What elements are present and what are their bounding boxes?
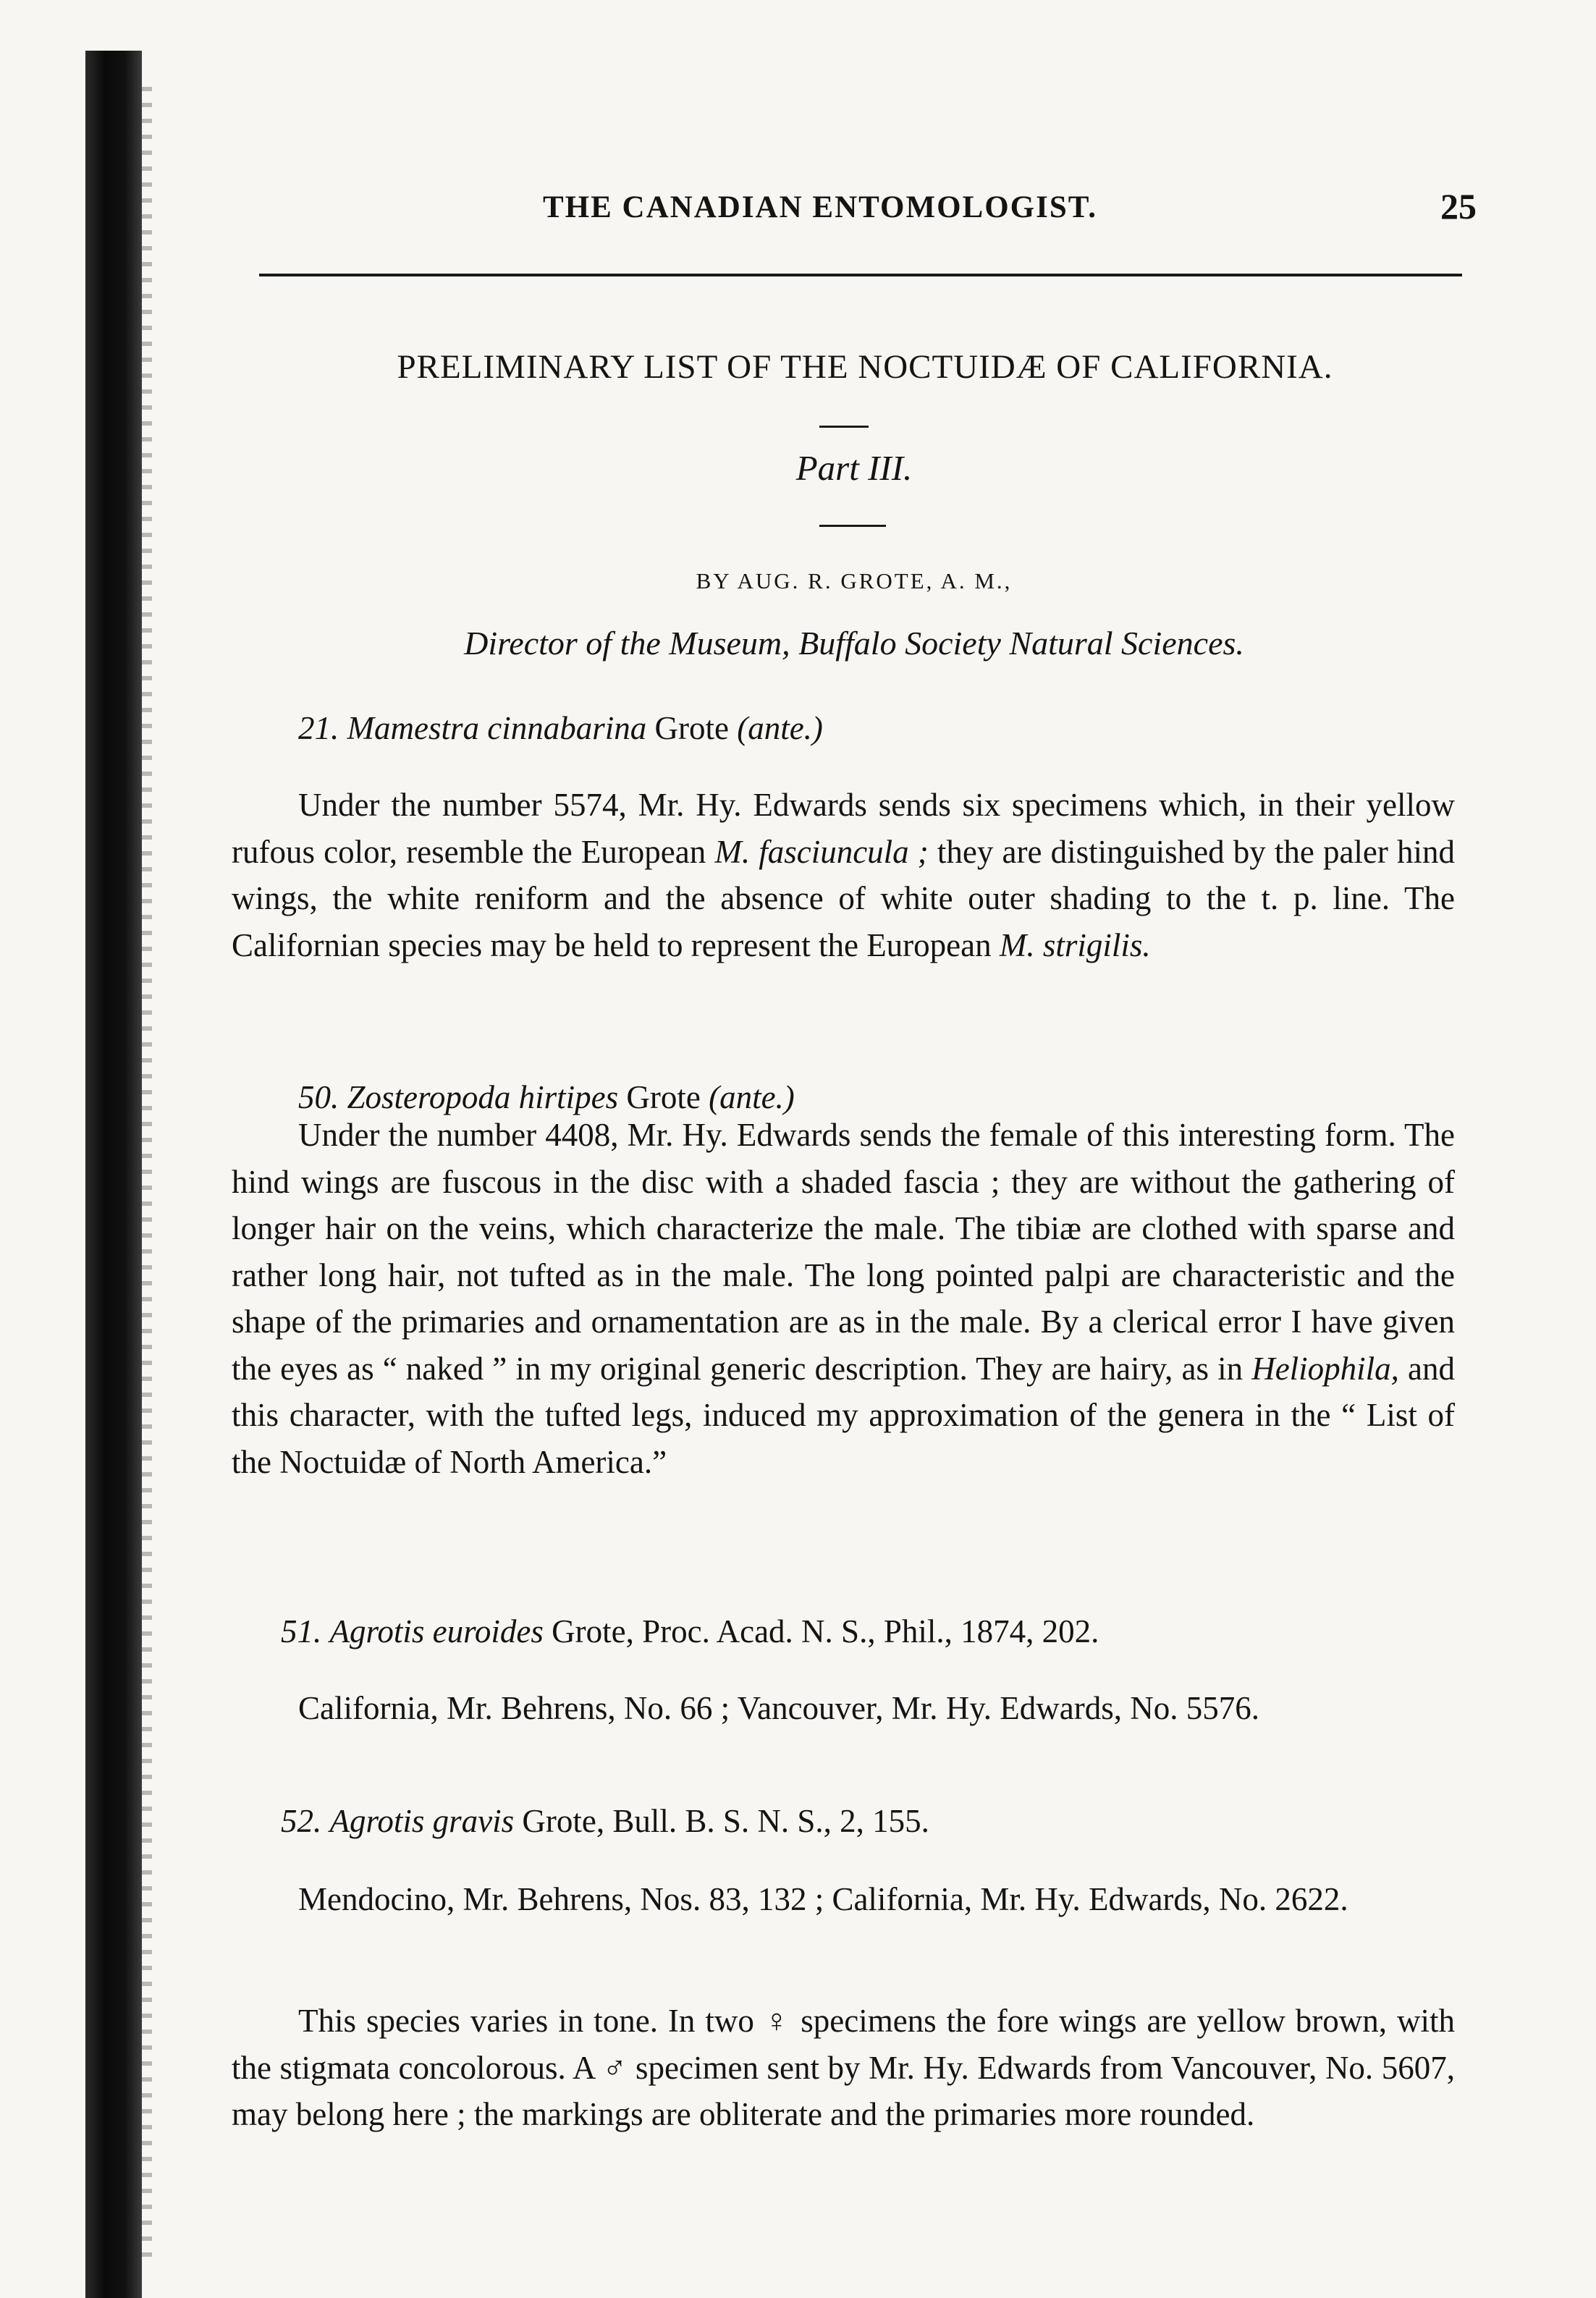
species-heading bbox=[298, 1078, 795, 1116]
italic-run: Heliophila, bbox=[1251, 1350, 1399, 1387]
species-citation: (ante.) bbox=[737, 710, 823, 746]
species-number: 21. bbox=[298, 710, 339, 746]
running-head bbox=[232, 186, 1477, 240]
affiliation: Director of the Museum, Buffalo Society Natural Sciences. bbox=[464, 625, 1244, 662]
species-paragraph: Under the number 5574, Mr. Hy. Edwards sends six specimens which, in their yellow rufous color, resemble the European M. fasciuncula ; they are distinguished by the paler hind wings, the white reniform and the absence of white outer shading to the t. p. line. The Californian species may be held to represent the European M. strigilis. bbox=[232, 787, 1456, 963]
species-author: Grote, Proc. Acad. N. S., Phil., 1874, 202. bbox=[552, 1613, 1099, 1649]
species-author: Grote bbox=[654, 710, 729, 746]
species-heading bbox=[281, 1613, 1099, 1650]
species-paragraph: California, Mr. Behrens, No. 66 ; Vancouver, Mr. Hy. Edwards, No. 5576. bbox=[298, 1690, 1260, 1726]
header-rule bbox=[259, 274, 1462, 276]
page bbox=[232, 0, 1477, 2298]
page-gutter-edge bbox=[142, 87, 152, 2258]
species-paragraph: Under the number 4408, Mr. Hy. Edwards sends the female of this interesting form. The hind wings are fuscous in the disc with a shaded fascia ; they are without the gathering of longer hair on the veins, which characterize the male. The tibiæ are clothed with sparse and rather long hair, not tufted as in the male. The long pointed palpi are characteristic and the shape of the primaries and ornamentation are as in the male. By a clerical error I have given the eyes as “ naked ” in my original generic description. They are hairy, as in Heliophila, and this character, with the tufted legs, induced my approximation of the genera in the “ List of the Noctuidæ of North America.” bbox=[232, 1117, 1456, 1480]
byline: BY AUG. R. GROTE, A. M., bbox=[696, 568, 1013, 593]
article-title: PRELIMINARY LIST OF THE NOCTUIDÆ OF CALIFORNIA. bbox=[397, 348, 1333, 386]
species-author: Grote, Bull. B. S. N. S., 2, 155. bbox=[522, 1803, 929, 1839]
species-number: 52. bbox=[281, 1803, 322, 1839]
species-name: Agrotis gravis bbox=[329, 1803, 515, 1839]
book-spine-shadow bbox=[85, 51, 142, 2298]
species-name: Mamestra cinnabarina bbox=[347, 710, 647, 746]
species-citation: (ante.) bbox=[709, 1079, 795, 1115]
species-number: 51. bbox=[281, 1613, 322, 1649]
species-name: Agrotis euroides bbox=[329, 1613, 544, 1649]
species-heading bbox=[281, 1802, 929, 1840]
italic-run: M. fasciuncula ; bbox=[714, 833, 929, 870]
species-author: Grote bbox=[626, 1079, 701, 1115]
species-paragraph: Mendocino, Mr. Behrens, Nos. 83, 132 ; California, Mr. Hy. Edwards, No. 2622. bbox=[298, 1881, 1348, 1917]
species-heading bbox=[298, 709, 823, 747]
italic-run: M. strigilis. bbox=[999, 926, 1151, 963]
species-name: Zosteropoda hirtipes bbox=[347, 1079, 619, 1115]
page-number: 25 bbox=[1440, 186, 1477, 227]
species-number: 50. bbox=[298, 1079, 339, 1115]
journal-title: THE CANADIAN ENTOMOLOGIST. bbox=[543, 190, 1097, 224]
species-paragraph: This species varies in tone. In two ♀ specimens the fore wings are yellow brown, with the stigmata concolorous. A ♂ specimen sent by Mr. Hy. Edwards from Vancouver, No. 5607, may belong here ; the markings are obliterate and the primaries more rounded. bbox=[232, 2003, 1455, 2132]
part-label: Part III. bbox=[795, 448, 913, 488]
part-rule bbox=[819, 525, 886, 527]
title-ornament-rule bbox=[819, 426, 869, 428]
